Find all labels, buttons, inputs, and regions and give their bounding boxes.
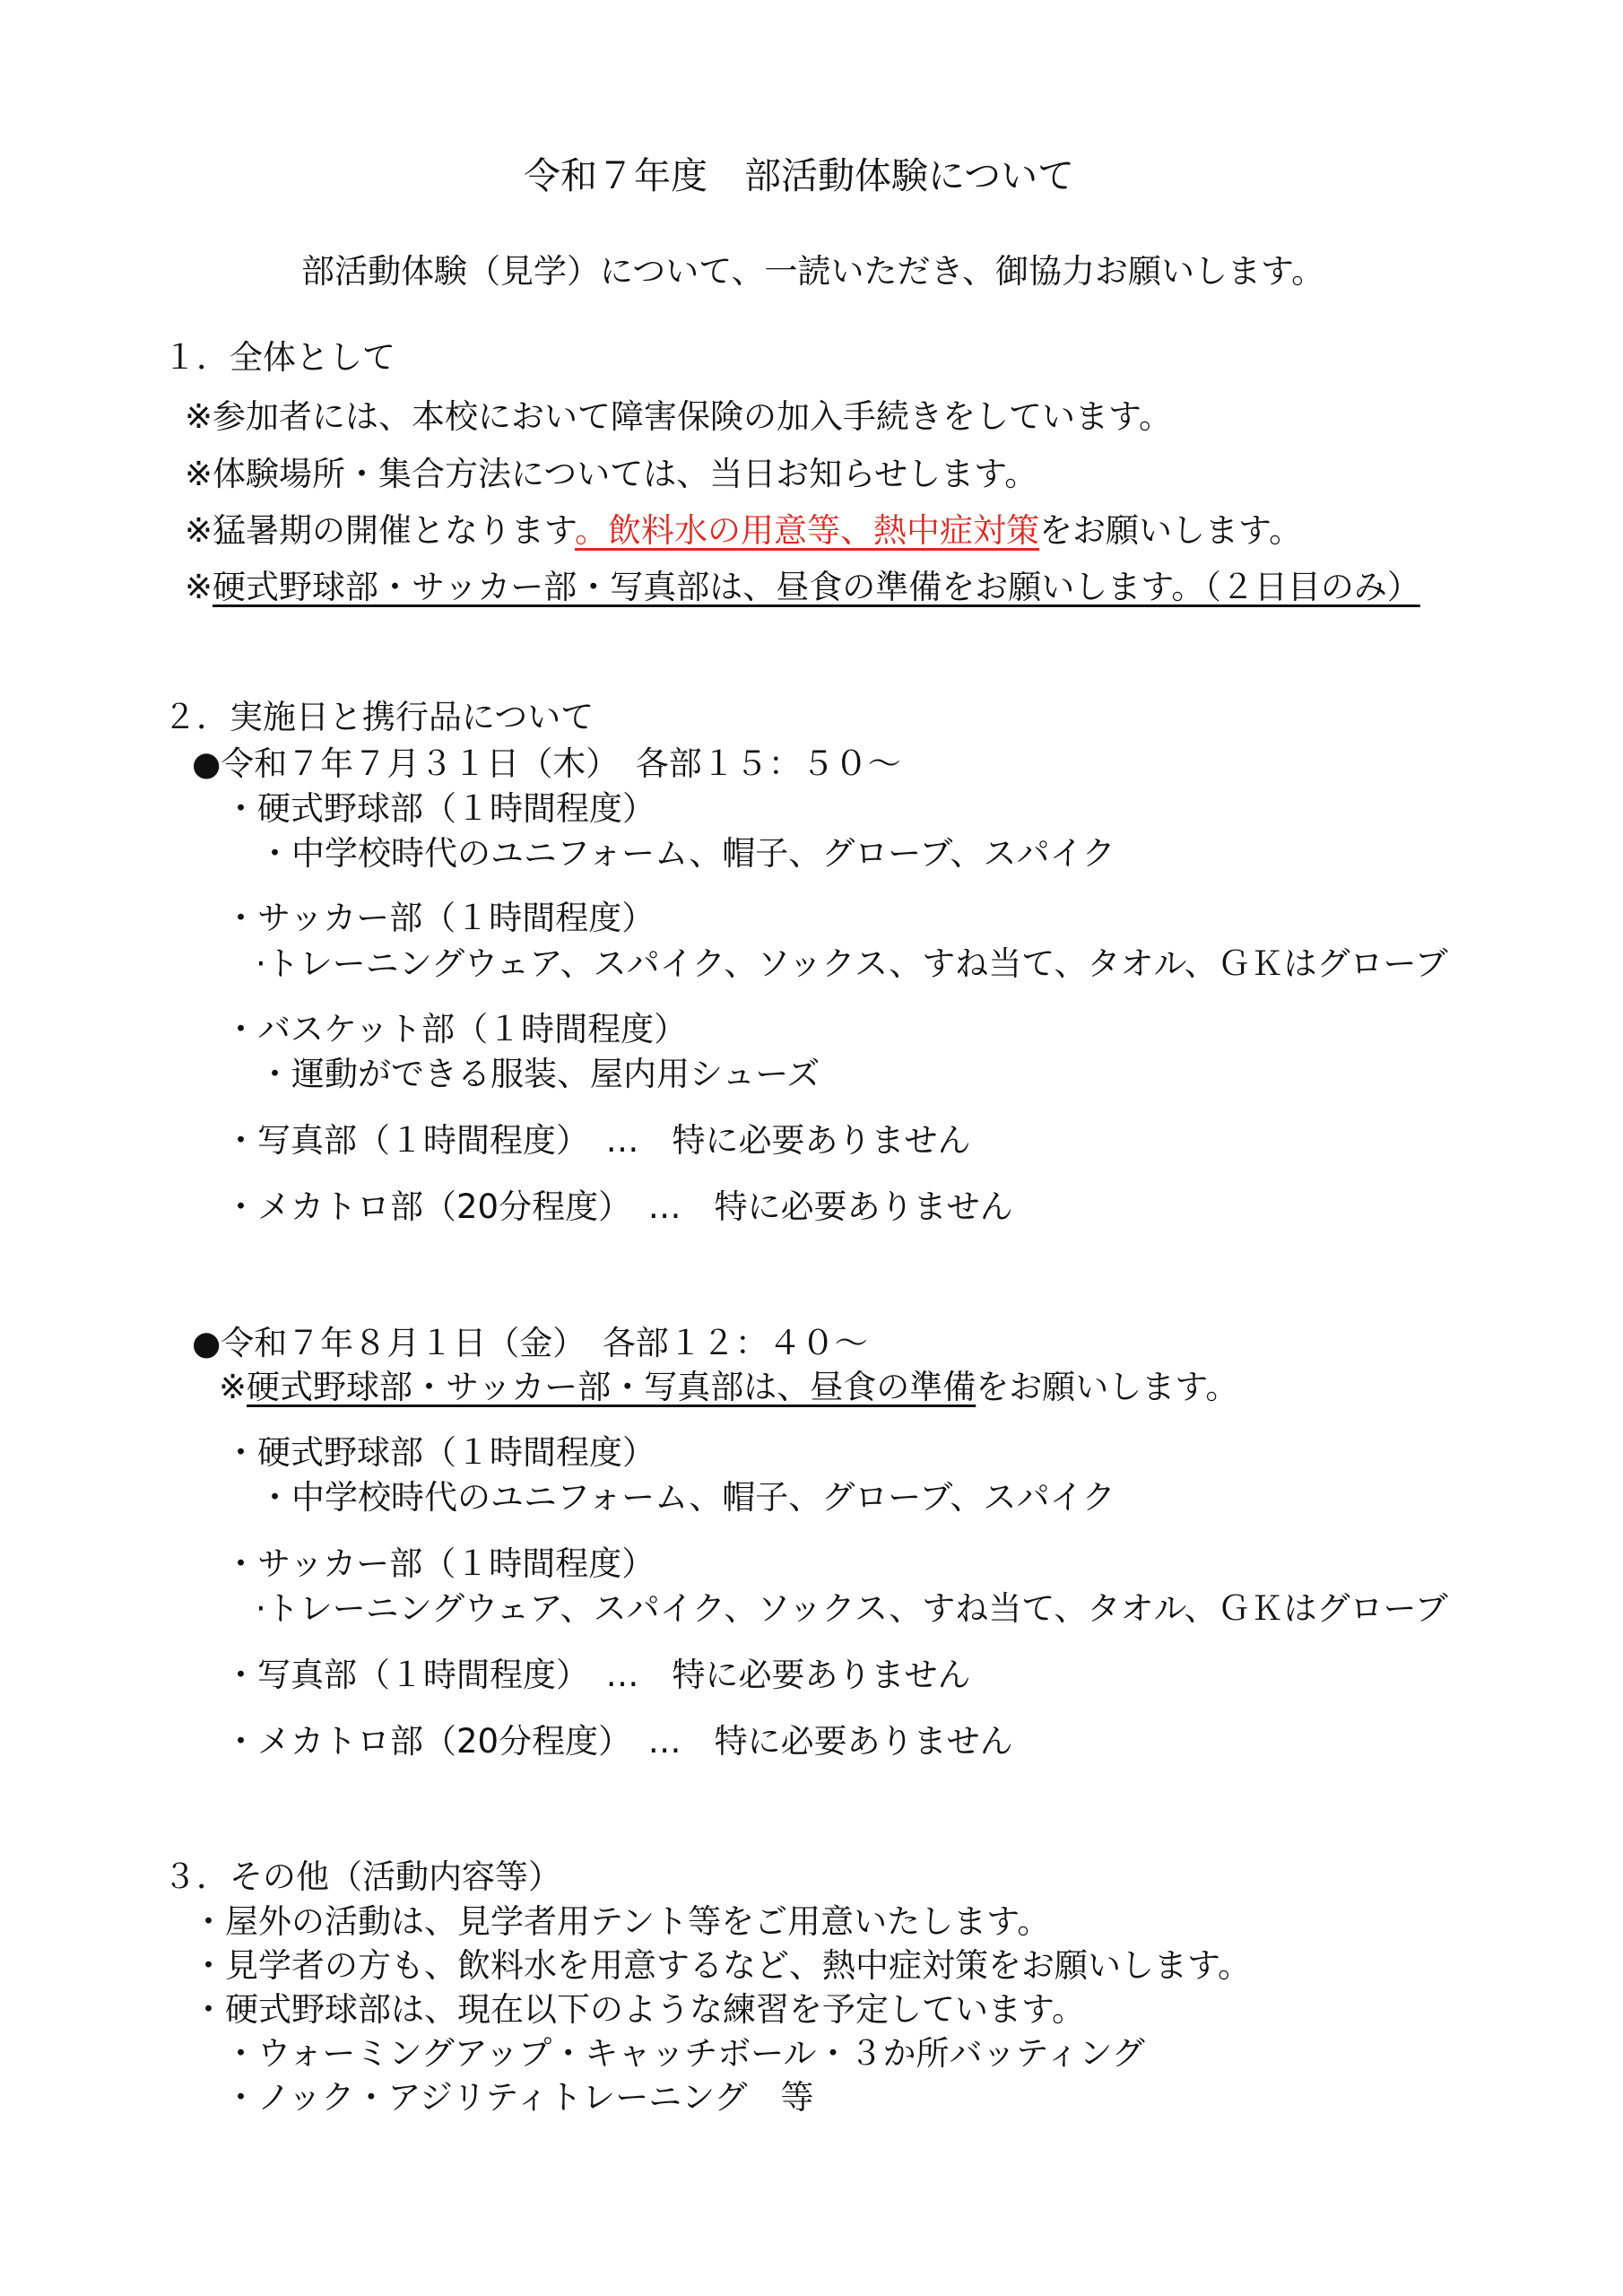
day1-item-basketball-gear: ・運動ができる服装、屋内用シューズ	[258, 1055, 820, 1093]
section1-note-heat	[185, 511, 1303, 550]
section3-item-practice-1: ・ウォーミングアップ・キャッチボール・３か所バッティング	[224, 2034, 1145, 2073]
day2-item-baseball-gear: ・中学校時代のユニフォーム、帽子、グローブ、スパイク	[258, 1478, 1115, 1517]
intro-text: 部活動体験（見学）について、一読いただき、御協力お願いします。	[301, 252, 1325, 291]
section3-item-heat: ・見学者の方も、飲料水を用意するなど、熱中症対策をお願いします。	[192, 1946, 1252, 1985]
day2-item-soccer-gear: ·トレーニングウェア、スパイク、ソックス、すね当て、タオル、ＧＫはグローブ	[256, 1589, 1448, 1628]
heat-note-prefix: ※猛暑期の開催となります	[185, 511, 576, 550]
day1-item-baseball: ・硬式野球部（１時間程度）	[224, 789, 655, 828]
section3-item-tent: ・屋外の活動は、見学者用テント等をご用意いたします。	[192, 1902, 1051, 1941]
day1-item-basketball: ・バスケット部（１時間程度）	[224, 1010, 688, 1048]
day1-item-mechatronics: ・メカトロ部（20分程度） … 特に必要ありません	[224, 1187, 1013, 1226]
day2-date: ●令和７年８月１日（金） 各部１２：４０～	[192, 1324, 868, 1362]
day2-note-rest: をお願いします。	[976, 1368, 1239, 1406]
section1-note-lunch	[185, 570, 1420, 604]
day2-item-photo: ・写真部（１時間程度） … 特に必要ありません	[224, 1656, 971, 1694]
section1-note-location: ※体験場所・集合方法については、当日お知らせします。	[185, 455, 1038, 493]
section3-heading: ３．その他（活動内容等）	[163, 1857, 561, 1896]
day1-item-photo: ・写真部（１時間程度） … 特に必要ありません	[224, 1121, 971, 1160]
day2-item-baseball: ・硬式野球部（１時間程度）	[224, 1433, 655, 1472]
day2-item-soccer: ・サッカー部（１時間程度）	[224, 1544, 655, 1583]
heat-note-warning: 。飲料水の用意等、熱中症対策	[575, 511, 1040, 550]
page-title: 令和７年度 部活動体験について	[524, 154, 1075, 197]
section3-item-practice-2: ・ノック・アジリティトレーニング 等	[224, 2078, 814, 2117]
day1-item-soccer: ・サッカー部（１時間程度）	[224, 899, 655, 937]
section2-heading: ２．実施日と携行品について	[163, 698, 595, 736]
section1-note-insurance: ※参加者には、本校において障害保険の加入手続きをしています。	[185, 397, 1173, 436]
day1-item-soccer-gear: ·トレーニングウェア、スパイク、ソックス、すね当て、タオル、ＧＫはグローブ	[256, 944, 1448, 983]
heat-note-suffix: をお願いします。	[1039, 511, 1303, 550]
day2-lunch-note	[219, 1370, 1238, 1404]
day1-item-baseball-gear: ・中学校時代のユニフォーム、帽子、グローブ、スパイク	[258, 834, 1115, 873]
lunch-note-mark: ※	[185, 568, 213, 606]
lunch-note-text: 硬式野球部・サッカー部・写真部は、昼食の準備をお願いします。（２日目のみ）	[213, 568, 1420, 606]
day2-item-mechatronics: ・メカトロ部（20分程度） … 特に必要ありません	[224, 1722, 1013, 1761]
day2-note-underlined: 硬式野球部・サッカー部・写真部は、昼食の準備	[247, 1368, 976, 1406]
day1-date: ●令和７年７月３１日（木） 各部１５：５０～	[192, 744, 901, 783]
section1-heading: １．全体として	[163, 338, 395, 377]
day2-note-mark: ※	[219, 1368, 247, 1406]
section3-item-baseball-practice: ・硬式野球部は、現在以下のような練習を予定しています。	[192, 1990, 1086, 2029]
